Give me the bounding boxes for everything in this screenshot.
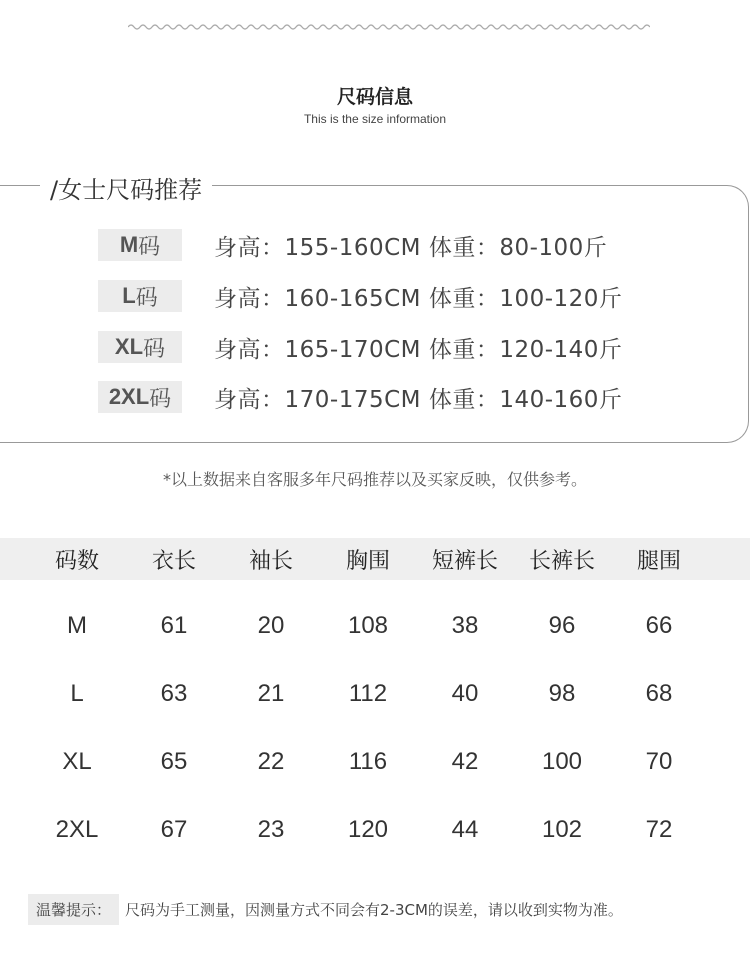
table-cell: 70 xyxy=(645,748,673,775)
table-cell: 96 xyxy=(548,612,576,639)
table-header-cell: 码数 xyxy=(54,549,99,574)
table-cell: 72 xyxy=(645,816,673,843)
page-subtitle: This is the size information xyxy=(303,112,447,126)
footer-label: 温馨提示： xyxy=(28,894,119,925)
table-cell: 21 xyxy=(257,680,285,707)
table-cell: 40 xyxy=(451,680,479,707)
table-header-cell: 腿围 xyxy=(636,549,681,574)
table-cell: 42 xyxy=(451,748,479,775)
table-cell: 61 xyxy=(160,612,188,639)
recommend-row-2xl xyxy=(98,380,622,414)
table-cell: L xyxy=(70,680,84,707)
footer-text: 尺码为手工测量，因测量方式不同会有2-3CM的误差，请以收到实物为准。 xyxy=(125,900,623,919)
table-cell: 98 xyxy=(548,680,576,707)
table-row xyxy=(0,676,750,716)
table-cell: 38 xyxy=(451,612,479,639)
recommend-text: 身高：155-160CM 体重：80-100斤 xyxy=(214,234,608,261)
footer-tip xyxy=(28,893,623,925)
table-header-cell: 衣长 xyxy=(151,549,196,574)
size-tag: L 码 xyxy=(98,280,182,312)
table-cell: 65 xyxy=(160,748,188,775)
table-cell: 23 xyxy=(257,816,285,843)
table-cell: 22 xyxy=(257,748,285,775)
table-cell: 100 xyxy=(541,748,583,775)
table-cell: 116 xyxy=(348,748,388,775)
table-header-cell: 长裤长 xyxy=(528,549,595,574)
table-header-cell: 胸围 xyxy=(345,549,390,574)
page-title: 尺码信息 xyxy=(336,86,413,108)
table-cell: 112 xyxy=(348,680,388,707)
recommend-note: *以上数据来自客服多年尺码推荐以及买家反映，仅供参考。 xyxy=(162,470,587,489)
recommend-row-l xyxy=(98,279,622,313)
recommend-title: /女士尺码推荐 xyxy=(40,170,212,205)
table-row xyxy=(0,812,750,852)
recommend-row-xl xyxy=(98,330,622,364)
table-cell: M xyxy=(67,612,87,639)
table-cell: 20 xyxy=(257,612,285,639)
table-cell: 66 xyxy=(645,612,673,639)
recommend-row-m xyxy=(98,228,607,262)
size-tag: 2XL 码 xyxy=(98,381,182,413)
table-cell: 67 xyxy=(160,816,188,843)
table-cell: 63 xyxy=(160,680,188,707)
recommend-text: 身高：160-165CM 体重：100-120斤 xyxy=(214,285,623,312)
table-header-cell: 短裤长 xyxy=(431,549,498,574)
size-tag: M 码 xyxy=(98,229,182,261)
table-header xyxy=(0,538,750,580)
table-cell: 2XL xyxy=(55,816,99,843)
table-cell: 68 xyxy=(645,680,673,707)
table-cell: XL xyxy=(62,748,92,775)
recommend-text: 身高：165-170CM 体重：120-140斤 xyxy=(214,336,623,363)
table-row xyxy=(0,744,750,784)
table-row xyxy=(0,608,750,648)
wavy-divider xyxy=(128,22,650,32)
recommend-text: 身高：170-175CM 体重：140-160斤 xyxy=(214,386,623,413)
table-header-cell: 袖长 xyxy=(248,549,293,574)
table-cell: 120 xyxy=(347,816,389,843)
table-cell: 108 xyxy=(347,612,389,639)
table-cell: 44 xyxy=(451,816,479,843)
size-tag: XL 码 xyxy=(98,331,182,363)
table-cell: 102 xyxy=(541,816,583,843)
